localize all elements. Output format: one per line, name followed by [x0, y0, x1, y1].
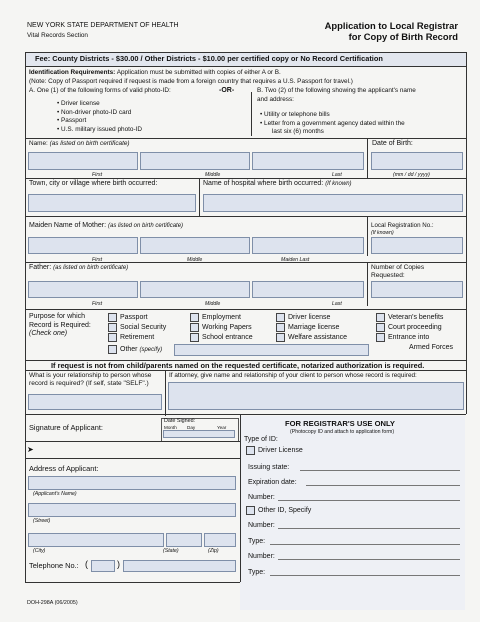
- rule: [25, 414, 26, 582]
- rule: [25, 414, 466, 415]
- driver-license-checkbox[interactable]: [276, 313, 285, 322]
- purpose-line-2: Record is Required:: [29, 321, 91, 329]
- purpose-option: Employment: [202, 314, 241, 321]
- school-entrance-checkbox[interactable]: [190, 333, 199, 342]
- option-divider: [251, 92, 252, 136]
- other-hint: (specify): [139, 347, 163, 353]
- retirement-checkbox[interactable]: [108, 333, 117, 342]
- option-a-label: A. One (1) of the following forms of valid photo-ID:: [29, 87, 171, 94]
- expiration-line[interactable]: [306, 485, 460, 486]
- number-label-2: Number:: [248, 522, 275, 529]
- mother-first-caption: First: [92, 257, 103, 263]
- rule: [25, 370, 466, 371]
- option-a-item: • Non-driver photo-ID card: [57, 108, 132, 116]
- type-label-2: Type:: [248, 569, 266, 576]
- mother-label-group: [29, 222, 183, 230]
- area-code-close: ): [117, 559, 120, 569]
- other-checkbox[interactable]: [108, 345, 117, 354]
- middle-caption: Middle: [205, 172, 221, 178]
- issuing-state-label: Issuing state:: [248, 464, 290, 471]
- father-hint: (as listed on birth certificate): [53, 265, 129, 271]
- mother-label: Maiden Name of Mother:: [29, 222, 107, 229]
- option-b-label: B. Two (2) of the following showing the applicant's name: [257, 87, 416, 94]
- birth-city-input[interactable]: [28, 194, 196, 212]
- rule: [367, 138, 368, 178]
- frame-right: [466, 66, 467, 370]
- rule: [466, 370, 467, 414]
- first-name-input[interactable]: [28, 152, 138, 170]
- name-label: Name:: [29, 140, 48, 147]
- area-code-open: (: [85, 559, 88, 569]
- last-name-input[interactable]: [252, 152, 364, 170]
- purpose-option: Driver license: [288, 314, 331, 321]
- rule: [25, 178, 466, 179]
- name-label-group: [29, 140, 130, 147]
- mother-last-caption: Maiden Last: [281, 257, 310, 263]
- purpose-line-1: Purpose for which: [29, 313, 86, 320]
- dob-label: Date of Birth:: [372, 140, 413, 147]
- working-papers-checkbox[interactable]: [190, 323, 199, 332]
- rule: [25, 370, 26, 414]
- rule: [165, 370, 166, 416]
- purpose-option: Retirement: [120, 334, 155, 341]
- number-label: Number:: [248, 494, 275, 501]
- registrar-title: FOR REGISTRAR'S USE ONLY: [285, 419, 395, 428]
- veterans-benefits-checkbox[interactable]: [376, 313, 385, 322]
- purpose-option: Passport: [120, 314, 148, 321]
- option-a-list: [57, 100, 142, 134]
- name-hint: (as listed on birth certificate): [49, 140, 130, 147]
- number-label-3: Number:: [248, 553, 275, 560]
- first-caption: First: [92, 172, 103, 178]
- hospital-label-group: [203, 180, 352, 188]
- father-first-caption: First: [92, 301, 103, 307]
- mother-first-input[interactable]: [28, 237, 138, 254]
- title-line-2: for Copy of Birth Record: [348, 31, 458, 42]
- purpose-col-3: [288, 313, 347, 343]
- rule: [25, 441, 240, 442]
- state-hint: (State): [163, 548, 179, 554]
- type-line-2[interactable]: [270, 575, 460, 576]
- father-first-input[interactable]: [28, 281, 138, 298]
- telephone-label: Telephone No.:: [29, 561, 79, 570]
- auth-notice: If request is not from child/parents named on the requested certificate, notarized authorization is required.: [51, 361, 425, 370]
- other-id-checkbox[interactable]: [246, 506, 255, 515]
- driver-license-id-checkbox[interactable]: [246, 446, 255, 455]
- other-label: Other: [120, 346, 138, 353]
- father-middle-input[interactable]: [140, 281, 250, 298]
- purpose-option: Entrance into: [388, 334, 430, 341]
- rule: [25, 262, 466, 263]
- welfare-assistance-checkbox[interactable]: [276, 333, 285, 342]
- father-middle-caption: Middle: [205, 301, 221, 307]
- type-of-id-label: Type of ID:: [244, 436, 278, 443]
- signature-label: Signature of Applicant:: [29, 423, 103, 432]
- option-b-label-2: and address:: [257, 96, 294, 103]
- zip-hint: (Zip): [208, 548, 219, 554]
- copies-input[interactable]: [371, 281, 463, 298]
- rule: [367, 262, 368, 306]
- purpose-option: Social Security: [120, 324, 167, 331]
- id-requirements: [29, 69, 281, 76]
- frame-left: [25, 66, 26, 370]
- city-hint: (City): [33, 548, 46, 554]
- mother-hint: (as listed on birth certificate): [108, 223, 184, 229]
- purpose-col-1: [120, 313, 166, 343]
- social-security-checkbox[interactable]: [108, 323, 117, 332]
- dob-input[interactable]: [371, 152, 463, 170]
- rule: [25, 138, 466, 139]
- court-proceeding-checkbox[interactable]: [376, 323, 385, 332]
- employment-checkbox[interactable]: [190, 313, 199, 322]
- attorney-client-input[interactable]: [168, 382, 464, 410]
- purpose-option: Working Papers: [202, 324, 252, 331]
- purpose-option: Court proceeding: [388, 324, 442, 331]
- applicant-name-hint: (Applicant's Name): [33, 491, 77, 497]
- type-label: Type:: [248, 538, 266, 545]
- purpose-option: Marriage license: [288, 324, 340, 331]
- hospital-hint: (If known): [325, 181, 352, 187]
- copies-label-2: Requested:: [371, 272, 405, 279]
- type-line[interactable]: [270, 544, 460, 545]
- other-label-group: [120, 346, 162, 354]
- state-input[interactable]: [166, 533, 202, 547]
- passport-checkbox[interactable]: [108, 313, 117, 322]
- relationship-input[interactable]: [28, 394, 162, 410]
- fee-text: Fee: County Districts - $30.00 / Other Districts - $10.00 per certified copy or No Record Certification: [35, 54, 383, 63]
- number-line-3[interactable]: [278, 559, 460, 560]
- option-a-item: • U.S. military issued photo-ID: [57, 125, 142, 133]
- year-label: Year: [217, 425, 227, 430]
- armed-forces-checkbox[interactable]: [376, 333, 385, 342]
- local-reg-hint: (If known): [371, 230, 394, 236]
- sign-here-arrow: ➤: [27, 445, 34, 454]
- section-name: Vital Records Section: [27, 32, 88, 39]
- mother-middle-caption: Middle: [187, 257, 203, 263]
- issuing-state-line[interactable]: [300, 470, 460, 471]
- signature-line[interactable]: [25, 458, 240, 459]
- purpose-col-4: [388, 313, 453, 353]
- agency-name: NEW YORK STATE DEPARTMENT OF HEALTH: [27, 22, 179, 29]
- rule: [367, 216, 368, 256]
- street-hint: (Street): [33, 518, 51, 524]
- rule: [25, 216, 466, 217]
- title-line-1: Application to Local Registrar: [324, 20, 458, 31]
- mother-last-input[interactable]: [252, 237, 364, 254]
- relationship-question: [29, 372, 151, 388]
- zip-input[interactable]: [204, 533, 236, 547]
- option-a-item: • Driver license: [57, 100, 100, 107]
- copies-label: Number of Copies: [371, 264, 425, 271]
- purpose-option: Welfare assistance: [288, 334, 348, 341]
- expiration-label: Expiration date:: [248, 479, 297, 486]
- father-last-caption: Last: [332, 301, 342, 307]
- hospital-input[interactable]: [203, 194, 463, 212]
- rule: [25, 66, 466, 67]
- address-label: Address of Applicant:: [29, 464, 99, 473]
- relationship-q2: record is required? (If self, state "SELF".): [29, 380, 149, 387]
- telephone-input[interactable]: [123, 560, 236, 572]
- or-label: -OR-: [219, 87, 235, 94]
- street-input[interactable]: [28, 503, 236, 517]
- marriage-license-checkbox[interactable]: [276, 323, 285, 332]
- purpose-col-2: [202, 313, 253, 343]
- dob-format: (mm / dd / yyyy): [393, 172, 430, 178]
- father-last-input[interactable]: [252, 281, 364, 298]
- number-line[interactable]: [278, 500, 460, 501]
- number-line-2[interactable]: [278, 528, 460, 529]
- middle-name-input[interactable]: [140, 152, 250, 170]
- purpose-label: [29, 313, 91, 339]
- purpose-line-3: (Check one): [29, 330, 68, 337]
- birth-city-label: Town, city or village where birth occurred:: [29, 180, 158, 187]
- mother-middle-input[interactable]: [140, 237, 250, 254]
- option-b-item: last six (6) months: [272, 128, 324, 135]
- father-label-group: [29, 264, 128, 272]
- registrar-subtitle: (Photocopy ID and attach to application form): [290, 429, 395, 435]
- other-id-label: Other ID, Specify: [258, 507, 312, 514]
- attorney-label: If attorney, give name and relationship of your client to person whose record is required:: [169, 372, 417, 379]
- area-code-input[interactable]: [91, 560, 115, 572]
- id-req-label: Identification Requirements:: [29, 69, 116, 76]
- option-b-list: [260, 111, 405, 137]
- rule: [199, 178, 200, 216]
- form-number: DOH-298A (06/2005): [27, 600, 78, 606]
- rule: [25, 309, 466, 310]
- other-purpose-input[interactable]: [174, 344, 369, 356]
- last-caption: Last: [332, 172, 342, 178]
- option-b-item: • Letter from a government agency dated within the: [260, 119, 405, 127]
- date-signed-label: Date Signed:: [164, 418, 196, 424]
- purpose-option: Armed Forces: [409, 344, 453, 351]
- purpose-option: School entrance: [202, 334, 253, 341]
- option-b-item: • Utility or telephone bills: [260, 111, 330, 118]
- id-req-text: Application must be submitted with copies of either A or B.: [115, 69, 281, 76]
- purpose-option: Veteran's benefits: [388, 314, 444, 321]
- option-a-item: • Passport: [57, 117, 87, 124]
- id-req-note: (Note: Copy of Passport required if request is made from a foreign country that requires a U.S. Passport for travel.): [29, 78, 353, 85]
- form-title: [325, 20, 458, 42]
- driver-license-id-label: Driver License: [258, 447, 303, 454]
- rule: [240, 414, 241, 582]
- local-reg-input[interactable]: [371, 237, 463, 254]
- day-label: Day: [187, 425, 196, 430]
- applicant-name-input[interactable]: [28, 476, 236, 490]
- rule: [25, 582, 240, 583]
- month-label: Month: [164, 425, 177, 430]
- date-signed-input[interactable]: [163, 430, 235, 438]
- hospital-label: Name of hospital where birth occurred:: [203, 180, 324, 187]
- relationship-q1: What is your relationship to person whose: [29, 372, 152, 379]
- father-label: Father:: [29, 264, 52, 271]
- local-reg-label: Local Registration No.:: [371, 222, 434, 229]
- city-input[interactable]: [28, 533, 164, 547]
